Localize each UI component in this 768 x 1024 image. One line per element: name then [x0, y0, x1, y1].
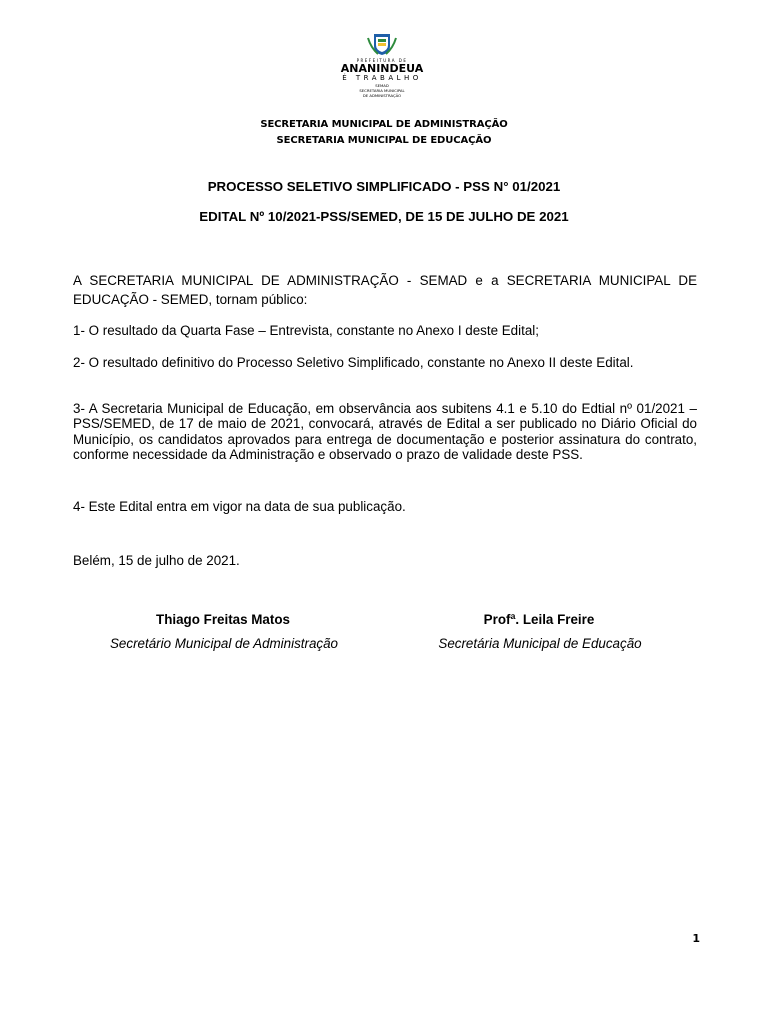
- item-4-paragraph: 4- Este Edital entra em vigor na data de sua publicação.: [73, 499, 406, 514]
- svg-text:ANANINDEUA: ANANINDEUA: [340, 62, 424, 75]
- svg-text:DE ADMINISTRAÇÃO: DE ADMINISTRAÇÃO: [362, 93, 402, 98]
- place-date: Belém, 15 de julho de 2021.: [73, 553, 240, 568]
- signature-role-educacao: Secretária Municipal de Educação: [438, 636, 642, 651]
- svg-text:É TRABALHO: É TRABALHO: [342, 74, 422, 82]
- svg-text:PREFEITURA DE: PREFEITURA DE: [356, 58, 408, 63]
- header-line-administracao: SECRETARIA MUNICIPAL DE ADMINISTRAÇÃO: [260, 119, 508, 130]
- svg-text:SECRETARIA MUNICIPAL: SECRETARIA MUNICIPAL: [359, 88, 405, 93]
- svg-text:SEMAD: SEMAD: [375, 83, 389, 88]
- ananindeua-logo: [312, 30, 452, 108]
- ananindeua-logo-graphic: [312, 30, 452, 108]
- item-1-paragraph: 1- O resultado da Quarta Fase – Entrevista, constante no Anexo I deste Edital;: [73, 323, 539, 338]
- intro-paragraph: A SECRETARIA MUNICIPAL DE ADMINISTRAÇÃO - SEMAD e a SECRETARIA MUNICIPAL DE EDUCAÇÃO - SEMED, tornam público:: [73, 273, 697, 307]
- item-2-paragraph: 2- O resultado definitivo do Processo Seletivo Simplificado, constante no Anexo II deste Edital.: [73, 355, 634, 370]
- item-3-paragraph: 3- A Secretaria Municipal de Educação, em observância aos subitens 4.1 e 5.10 do Edtial nº 01/2021 – PSS/SEMED, de 17 de maio de 2021, convocará, através de Edital a ser publicado no Diário Oficial do Município, os candidatos aprovados para entrega de documentação e posterior assinatura do contrato, conforme necessidade da Administração e observado o prazo de validade deste PSS.: [73, 401, 697, 462]
- signature-name-educacao: Profª. Leila Freire: [483, 612, 595, 627]
- page-number: 1: [692, 932, 700, 945]
- coat-of-arms-icon: [368, 34, 396, 55]
- edital-title: EDITAL Nº 10/2021-PSS/SEMED, DE 15 DE JULHO DE 2021: [199, 209, 569, 224]
- header-line-educacao: SECRETARIA MUNICIPAL DE EDUCAÇÃO: [276, 135, 492, 146]
- process-title: PROCESSO SELETIVO SIMPLIFICADO - PSS N° 01/2021: [207, 179, 561, 194]
- signature-name-administracao: Thiago Freitas Matos: [156, 612, 290, 627]
- signature-role-administracao: Secretário Municipal de Administração: [110, 636, 338, 651]
